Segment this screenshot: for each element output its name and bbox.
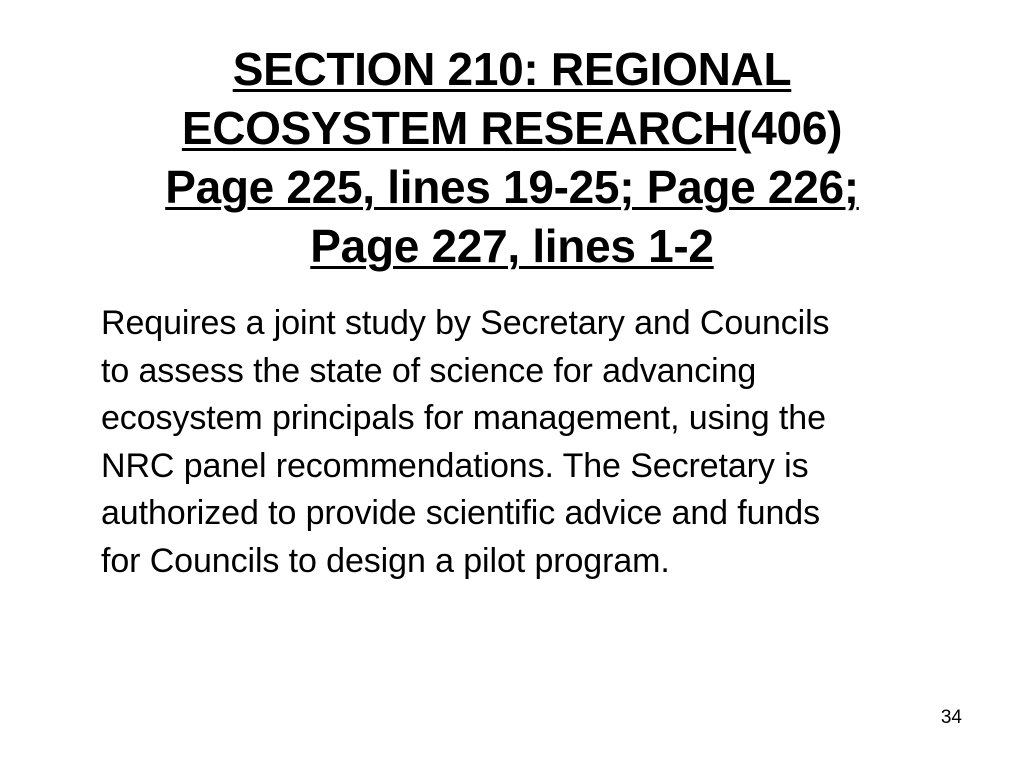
title-line-2-suffix: (406)	[736, 102, 843, 154]
title-line-1: SECTION 210: REGIONAL	[232, 43, 792, 95]
body-line-2: to assess the state of science for advancing	[101, 351, 757, 390]
page-number: 34	[940, 707, 962, 728]
body-paragraph	[101, 300, 981, 585]
slide-title	[60, 40, 964, 276]
title-line-3: Page 225, lines 19-25; Page 226;	[165, 161, 859, 213]
body-line-4: NRC panel recommendations. The Secretary is	[101, 446, 809, 485]
body-line-3: ecosystem principals for management, using the	[101, 399, 826, 437]
body-line-6: for Councils to design a pilot program.	[101, 541, 670, 580]
title-line-2-underlined: ECOSYSTEM RESEARCH	[181, 102, 737, 154]
body-line-1: Requires a joint study by Secretary and Councils	[101, 304, 830, 342]
title-line-2	[60, 99, 964, 158]
title-line-4: Page 227, lines 1-2	[310, 220, 714, 272]
body-line-5: authorized to provide scientific advice and funds	[101, 494, 820, 532]
